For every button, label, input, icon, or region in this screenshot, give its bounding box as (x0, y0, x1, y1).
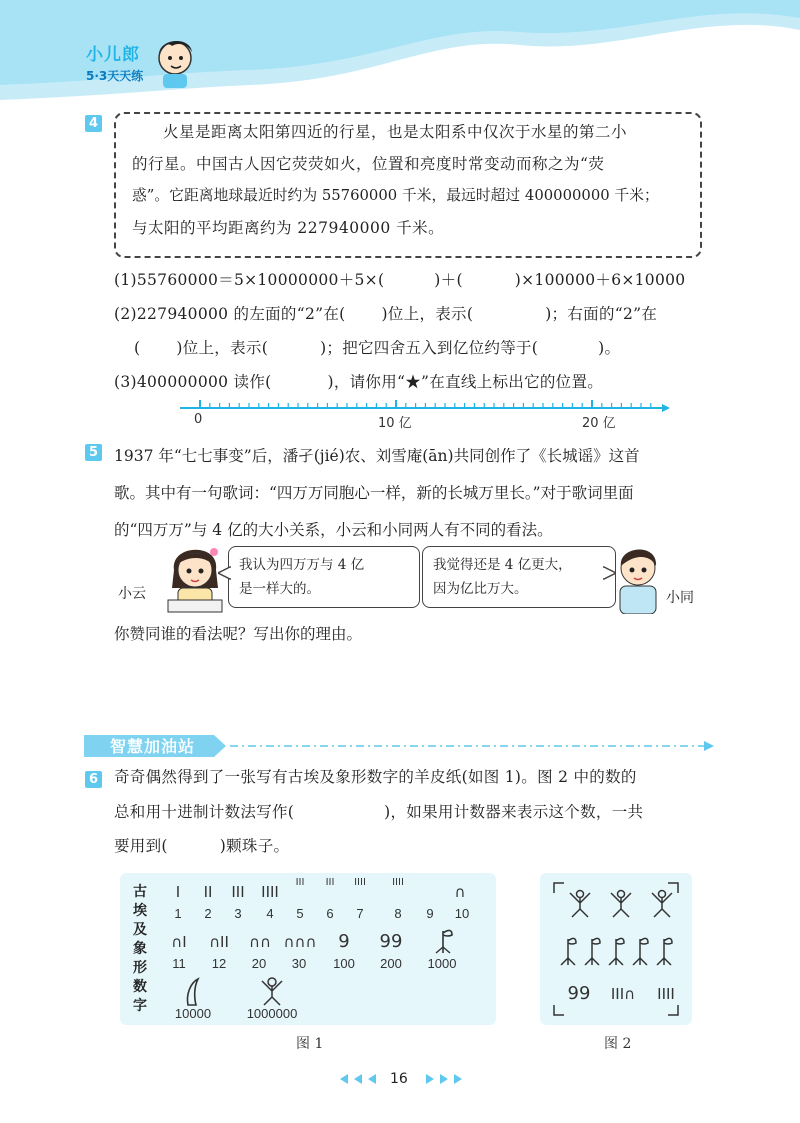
glyph-value: 1000 (427, 956, 457, 971)
egyptian-glyph: IIII (392, 877, 404, 888)
passage-line: 火星是距离太阳第四近的行星，也是太阳系中仅次于水星的第二小 (163, 123, 628, 141)
brand-name: 小儿郎 (86, 45, 140, 65)
glyph-value: 1000000 (246, 1006, 298, 1021)
q4-sub2-text: (2)227940000 的左面的“2”在( (114, 305, 346, 323)
glyph-value: 100 (333, 956, 355, 971)
side-title-char: 象 (133, 941, 147, 957)
glyph-value: 200 (380, 956, 402, 971)
egyptian-glyph: III (295, 877, 305, 888)
number-line-label-10: 10 亿 (378, 416, 412, 431)
page-number: 16 (390, 1071, 408, 1087)
bubble-line: 因为亿比万大。 (433, 581, 528, 597)
egyptian-glyph: IIII (657, 985, 675, 1003)
egyptian-glyph: III (325, 877, 335, 888)
passage-line: 的行星。中国古人因它荧荧如火，位置和亮度时常变动而称之为“荧 (132, 155, 605, 173)
number-line-axis[interactable] (178, 396, 670, 412)
side-title-char: 形 (133, 960, 147, 976)
egyptian-glyph: III∩ (610, 985, 636, 1003)
egyptian-glyph: IIII (261, 883, 279, 901)
side-title-char: 数 (133, 979, 147, 995)
glyph-value: 30 (291, 956, 307, 971)
q4-sub1-text: (1)55760000＝5×10000000＋5×( (114, 271, 385, 289)
egyptian-glyph: ∩∩ (249, 933, 271, 951)
bubble-line: 是一样大的。 (239, 581, 320, 597)
q4-sub3-text: )，请你用“★”在直线上标出它的位置。 (327, 373, 604, 391)
boy-speech-bubble (422, 546, 616, 608)
side-title-char: 字 (133, 998, 147, 1014)
next-arrows-icon (420, 1072, 464, 1086)
q4-sub2-text: )；把它四舍五入到亿位约等于( (320, 339, 539, 357)
question-number-5: 5 (85, 444, 102, 461)
q4-sub1-text: )＋( (434, 271, 463, 289)
egyptian-glyph: ∩ (454, 883, 466, 901)
egyptian-glyph: 9 (338, 931, 350, 952)
q4-sub2-line2 (134, 336, 620, 358)
q5-question: 你赞同谁的看法呢？写出你的理由。 (114, 625, 363, 643)
prev-arrows-icon (338, 1072, 382, 1086)
glyph-value: 12 (211, 956, 227, 971)
side-title-char: 及 (133, 922, 147, 938)
god-heh-glyph-row-icon (566, 887, 676, 919)
arrow-right-icon (662, 404, 670, 412)
egyptian-glyph: ∩∩∩ (283, 933, 317, 951)
bubble-line: 我认为四万万与 4 亿 (239, 557, 365, 573)
q5-text (114, 438, 714, 549)
q4-sub2-text: )。 (598, 339, 621, 357)
q4-sub1 (114, 268, 685, 290)
q6-text: 总和用十进制计数法写作( (114, 803, 295, 821)
lotus-glyph-icon (430, 923, 456, 955)
question-number-4: 4 (85, 115, 102, 132)
figure-1-caption: 图 1 (296, 1036, 324, 1052)
glyph-value: 9 (426, 906, 434, 921)
glyph-value: 11 (172, 956, 186, 971)
brand-logo (86, 40, 143, 84)
egyptian-glyph: 99 (567, 983, 591, 1004)
q5-line: 1937 年“七七事变”后，潘孑(jié)农、刘雪庵(ān)共同创作了《长城谣》这首 (114, 447, 640, 465)
egyptian-glyph: IIII (354, 877, 366, 888)
glyph-value: 2 (204, 906, 212, 921)
glyph-value: 8 (394, 906, 402, 921)
glyph-value: 4 (266, 906, 274, 921)
glyph-value: 3 (234, 906, 242, 921)
number-line[interactable] (178, 396, 670, 431)
finger-glyph-icon (182, 977, 204, 1007)
brand-subtitle: 5·3天天练 (86, 69, 144, 83)
q6-text: )，如果用计数器来表示这个数，一共 (384, 803, 644, 821)
q5-line: 的“四万万”与 4 亿的大小关系，小云和小同两人有不同的看法。 (114, 521, 553, 539)
boy-mascot-icon (150, 30, 200, 90)
q6-line-3 (114, 834, 289, 856)
glyph-value: 20 (251, 956, 267, 971)
q6-text: 要用到( (114, 837, 168, 855)
section-title: 智慧加油站 (110, 737, 196, 756)
bubble-tail (218, 566, 232, 580)
glyph-value: 6 (326, 906, 334, 921)
q6-line-2 (114, 800, 643, 822)
glyph-value: 5 (296, 906, 304, 921)
q5-line: 歌。其中有一句歌词：“四万万同胞心一样，新的长城万里长。”对于歌词里面 (114, 484, 634, 502)
glyph-value: 7 (356, 906, 364, 921)
q4-sub3 (114, 370, 603, 392)
figure-1-panel (120, 873, 496, 1025)
q4-sub1-text: )×100000＋6×10000 (514, 271, 686, 289)
q4-sub3-text: (3)400000000 读作( (114, 373, 272, 391)
egyptian-glyph: 99 (379, 931, 403, 952)
q6-text: )颗珠子。 (219, 837, 290, 855)
question-number-6: 6 (85, 771, 102, 788)
number-line-label-0: 0 (194, 412, 203, 427)
boy-name: 小同 (666, 590, 694, 606)
q4-sub2-line1 (114, 302, 657, 324)
q5-answer-area[interactable] (114, 655, 714, 719)
figure-1-side-title (130, 883, 150, 1016)
glyph-value: 10 (454, 906, 470, 921)
passage-text (132, 116, 692, 244)
q4-sub2-text: )；右面的“2”在 (545, 305, 658, 323)
boy-illustration-icon (612, 536, 664, 614)
q4-sub2-text: ( (134, 339, 141, 357)
lotus-glyph-row-icon (558, 931, 682, 967)
girl-illustration-icon (164, 536, 226, 614)
girl-speech-bubble (228, 546, 420, 608)
passage-line: 惑”。它距离地球最近时约为 55760000 千米，最远时超过 400000000 千米； (132, 187, 659, 204)
side-title-char: 古 (133, 884, 147, 900)
q4-sub2-text: )位上，表示( (381, 305, 474, 323)
q4-sub2-text: )位上，表示( (176, 339, 269, 357)
god-heh-glyph-icon (258, 975, 286, 1007)
figure-2-caption: 图 2 (604, 1036, 632, 1052)
egyptian-glyph: ∩II (209, 933, 229, 951)
glyph-value: 1 (174, 906, 182, 921)
passage-line: 与太阳的平均距离约为 227940000 千米。 (132, 219, 445, 237)
egyptian-glyph: ∩I (171, 933, 187, 951)
egyptian-glyph: I (175, 883, 181, 901)
figure-2-panel (540, 873, 692, 1025)
bubble-line: 我觉得还是 4 亿更大， (433, 557, 572, 573)
q6-line-1: 奇奇偶然得到了一张写有古埃及象形数字的羊皮纸(如图 1)。图 2 中的数的 (114, 768, 637, 786)
girl-name: 小云 (118, 586, 146, 602)
egyptian-glyph: III (231, 883, 245, 901)
glyph-value: 10000 (174, 1006, 212, 1021)
side-title-char: 埃 (133, 903, 147, 919)
number-line-label-20: 20 亿 (582, 416, 616, 431)
egyptian-glyph: II (203, 883, 213, 901)
